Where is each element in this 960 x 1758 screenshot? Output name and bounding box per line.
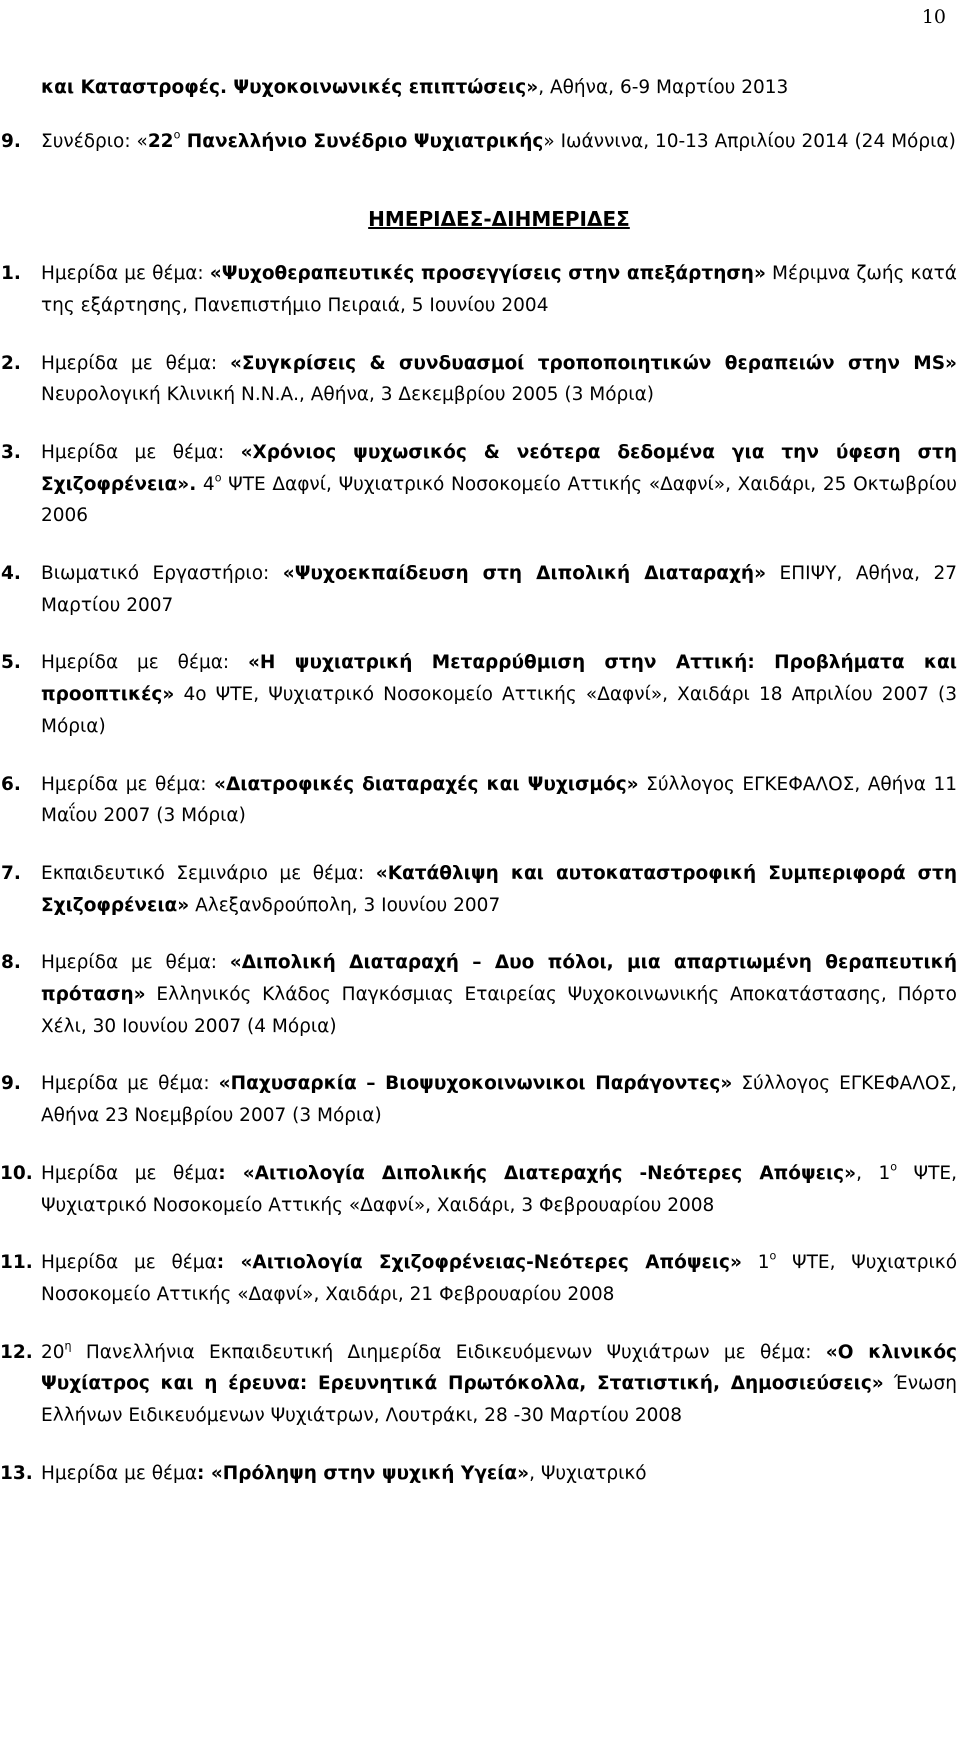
list-item: 3. Ημερίδα με θέμα: «Χρόνιος ψυχωσικός & νεότερα δεδομένα για την ύφεση στη Σχιζοφρένεια». $4^o$ ΨΤΕ Δαφνί, Ψυχιατρικό Νοσοκομείο Αττικής «Δαφνί», Χαιδάρι, 25 Οκτωβρίου 2006 bbox=[1, 441, 957, 527]
list-item: 9. Ημερίδα με θέμα: «Παχυσαρκία – Βιοψυχοκοινωνικοι Παράγοντες» Σύλλογος ΕΓΚΕΦΑΛΟΣ, Αθήνα 23 Νοεμβρίου 2007 (3 Μόρια) bbox=[1, 1073, 957, 1127]
document-body bbox=[0, 72, 958, 1490]
section-heading: ΗΜΕΡΙΔΕΣ-ΔΙΗΜΕΡΙΔΕΣ bbox=[368, 207, 630, 232]
continued-text: , Αθήνα, 6-9 Μαρτίου 2013 bbox=[538, 77, 789, 98]
list-item: 12. $20^\eta$ Πανελλήνια Εκπαιδευτική Διημερίδα Ειδικευόμενων Ψυχιάτρων με θέμα: «Ο κλινικός Ψυχίατρος και η έρευνα: Ερευνητικά Πρωτόκολλα, Στατιστική, Δημοσιεύσεις» Ένωση Ελλήνων Ειδικευόμενων Ψυχιάτρων, Λουτράκι, 28 -30 Μαρτίου 2008 bbox=[0, 1339, 957, 1427]
list-item: 5. Ημερίδα με θέμα: «Η ψυχιατρική Μεταρρύθμιση στην Αττική: Προβλήματα και προοπτικές» 4ο ΨΤΕ, Ψυχιατρικό Νοσοκομείο Αττικής «Δαφνί», Χαιδάρι 18 Απριλίου 2007 (3 Μόρια) bbox=[1, 652, 957, 737]
list-item: 8. Ημερίδα με θέμα: «Διπολική Διαταραχή – Δυο πόλοι, μια απαρτιωμένη θεραπευτική πρόταση» Ελληνικός Κλάδος Παγκόσμιας Εταιρείας Ψυχοκοινωνικής Αποκατάστασης, Πόρτο Χέλι, 30 Ιουνίου 2007 (4 Μόρια) bbox=[1, 952, 957, 1037]
list-item: 4. Βιωματικό Εργαστήριο: «Ψυχοεκπαίδευση στη Διπολική Διαταραχή» ΕΠΙΨΥ, Αθήνα, 27 Μαρτίου 2007 bbox=[1, 563, 957, 616]
page-number: 10 bbox=[921, 6, 946, 28]
list-item: 6. Ημερίδα με θέμα: «Διατροφικές διαταραχές και Ψυχισμός» Σύλλογος ΕΓΚΕΦΑΛΟΣ, Αθήνα 11 Μαΐου 2007 (3 Μόρια) bbox=[1, 773, 957, 827]
list-item: 10. Ημερίδα με θέμα: «Αιτιολογία Διπολικής Διατεραχής -Νεότερες Απόψεις», $1^o$ ΨΤΕ, Ψυχιατρικό Νοσοκομείο Αττικής «Δαφνί», Χαιδάρι, 3 Φεβρουαρίου 2008 bbox=[0, 1160, 957, 1216]
continued-title: και Καταστροφές. Ψυχοκοινωνικές επιπτώσεις» bbox=[41, 77, 539, 98]
list-item-conference-9: 9. Συνέδριο: «$22^o$ Πανελλήνιο Συνέδριο Ψυχιατρικής» Ιωάννινα, 10-13 Απριλίου 2014 (24 Μόρια) bbox=[41, 126, 957, 158]
list-number: 9. bbox=[1, 130, 21, 152]
list-item: 11. Ημερίδα με θέμα: «Αιτιολογία Σχιζοφρένειας-Νεότερες Απόψεις» $1^o$ ΨΤΕ, Ψυχιατρικό Νοσοκομείο Αττικής «Δαφνί», Χαιδάρι, 21 Φεβρουαρίου 2008 bbox=[0, 1249, 958, 1305]
list-item: 1. Ημερίδα με θέμα: «Ψυχοθεραπευτικές προσεγγίσεις στην απεξάρτηση» Μέριμνα ζωής κατά της εξάρτησης, Πανεπιστήμιο Πειραιά, 5 Ιουνίου 2004 bbox=[1, 263, 957, 316]
continued-paragraph bbox=[41, 72, 957, 104]
list-item: 2. Ημερίδα με θέμα: «Συγκρίσεις & συνδυασμοί τροποποιητικών θεραπειών στην MS» Νευρολογική Κλινική Ν.Ν.Α., Αθήνα, 3 Δεκεμβρίου 2005 (3 Μόρια) bbox=[1, 352, 957, 406]
list-item: 13. Ημερίδα με θέμα: «Πρόληψη στην ψυχική Υγεία», Ψυχιατρικό bbox=[0, 1462, 647, 1484]
list-item: 7. Εκπαιδευτικό Σεμινάριο με θέμα: «Κατάθλιψη και αυτοκαταστροφική Συμπεριφορά στη Σχιζοφρένεια» Αλεξανδρούπολη, 3 Ιουνίου 2007 bbox=[1, 862, 957, 916]
